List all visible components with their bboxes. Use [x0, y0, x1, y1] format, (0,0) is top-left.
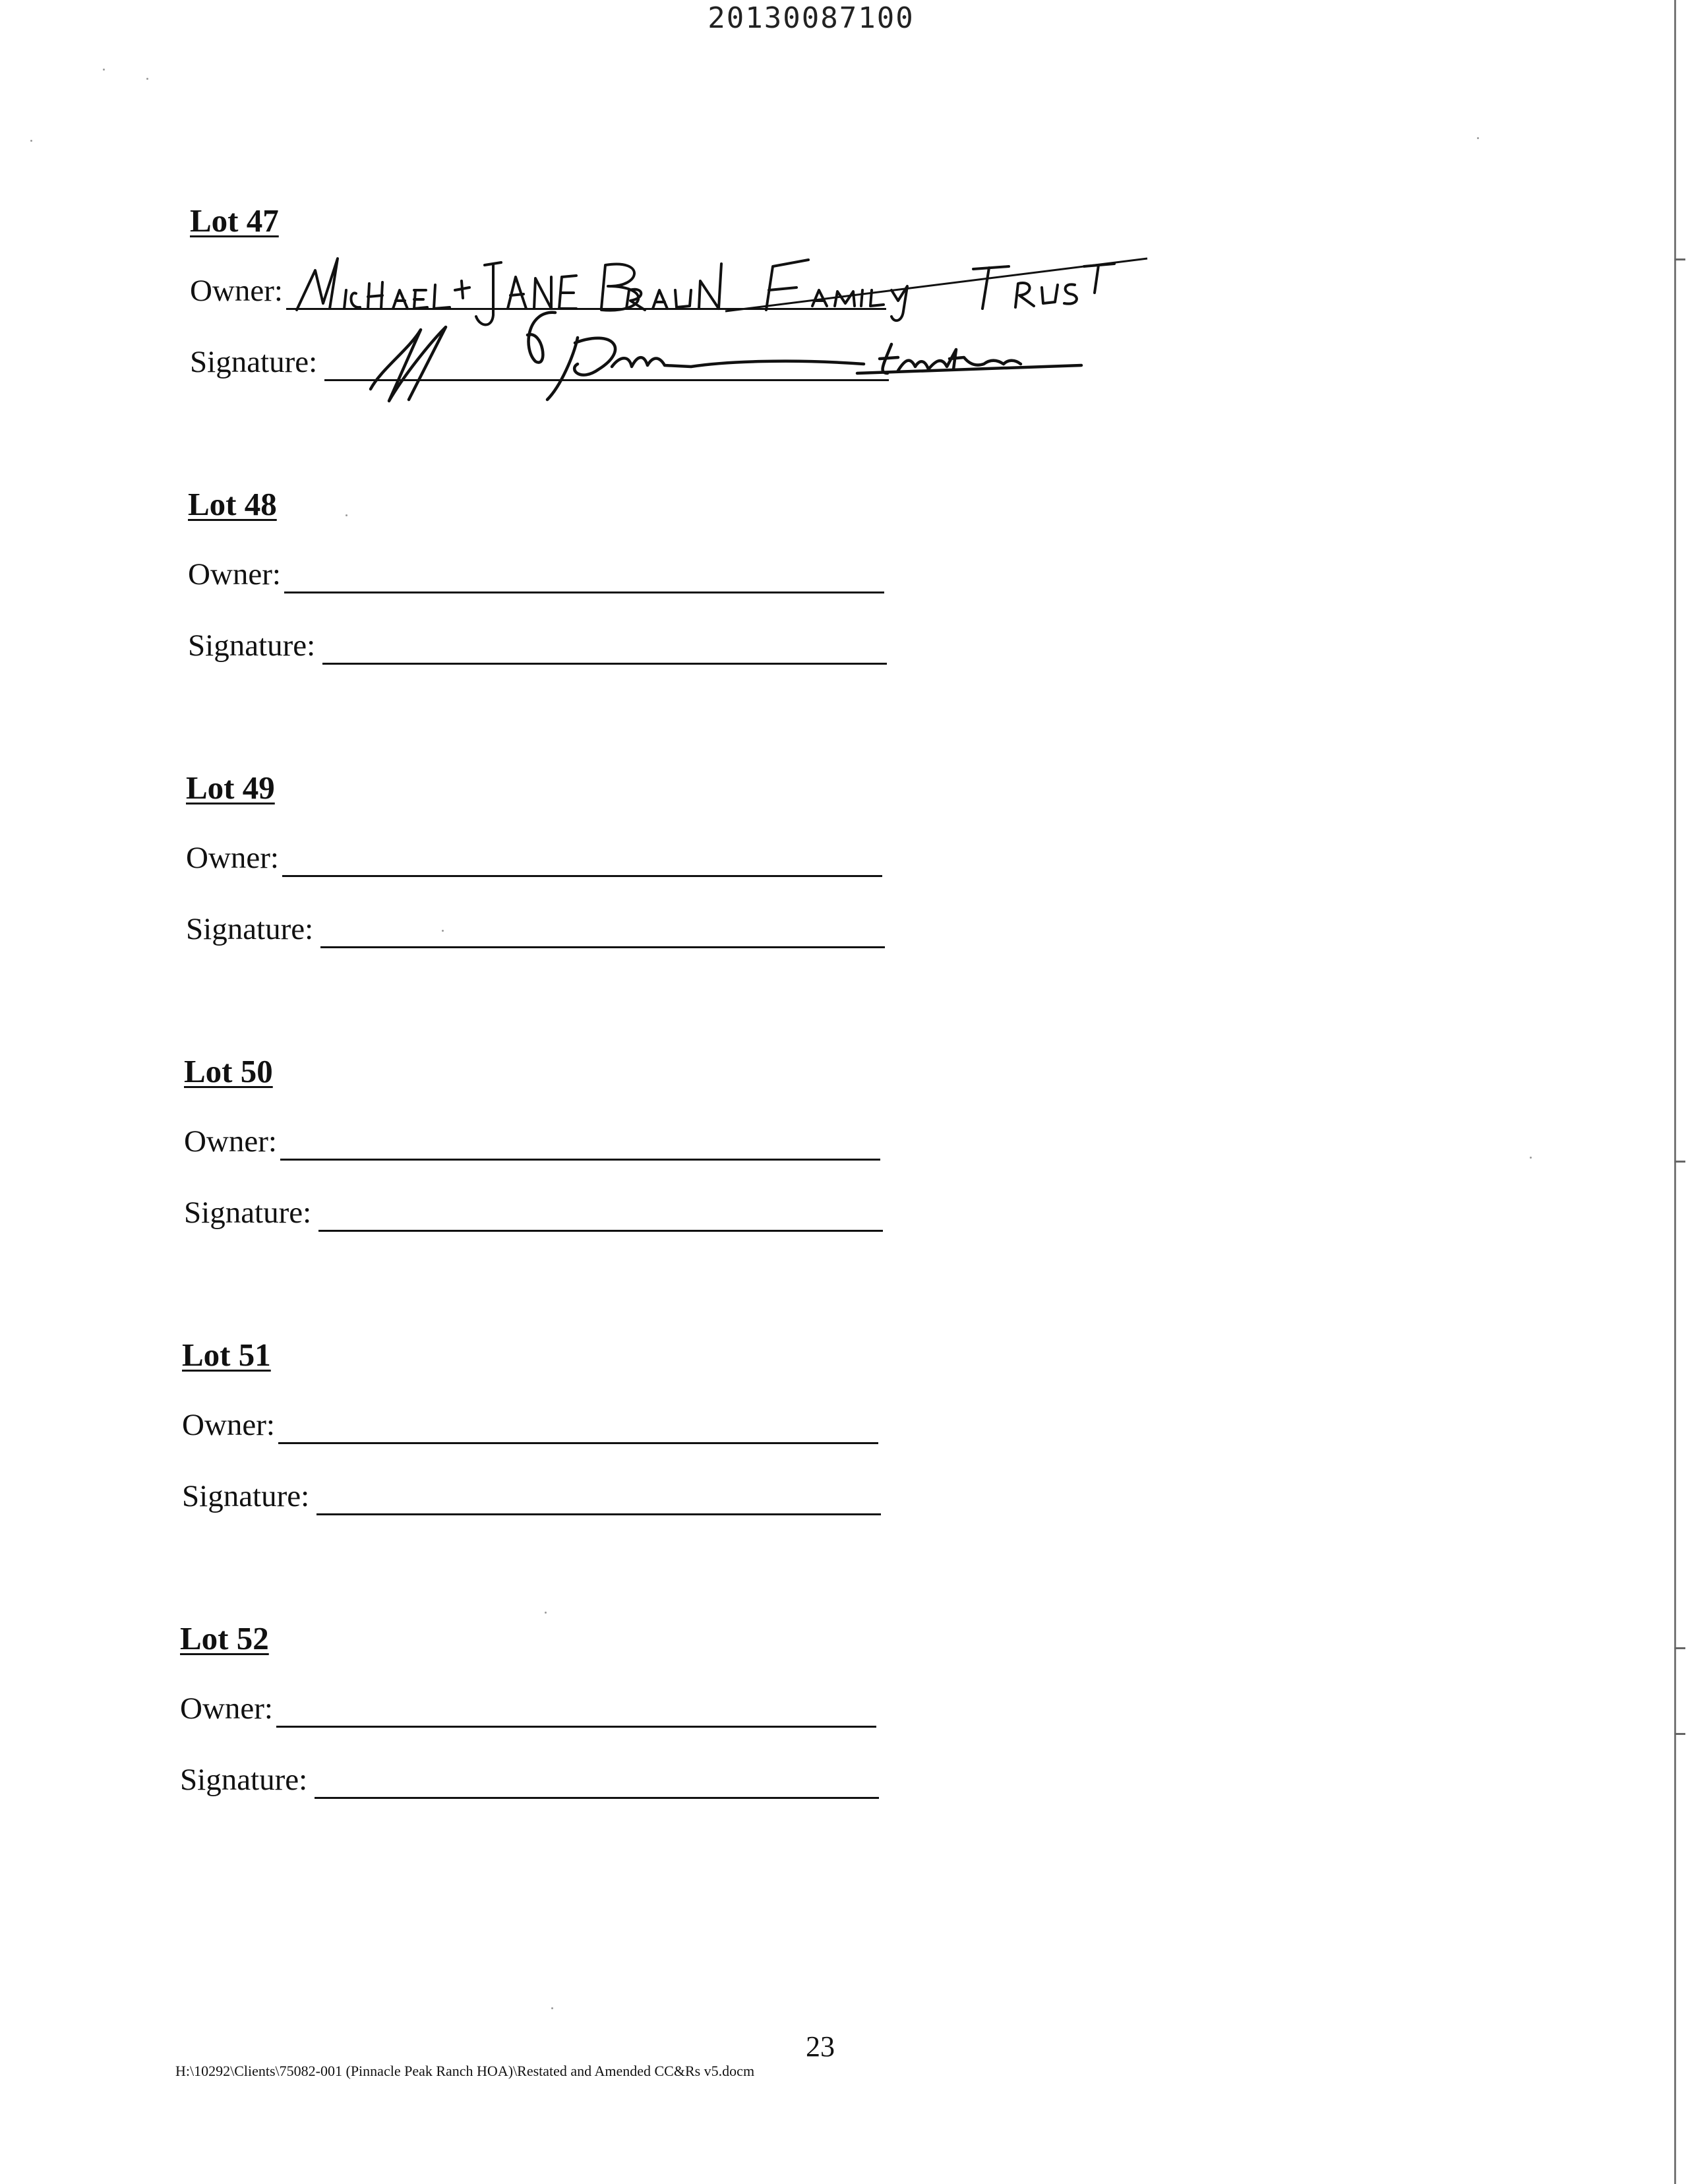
scan-speck: [1477, 137, 1479, 139]
scan-edge-tick: [1675, 1733, 1685, 1735]
scan-speck: [551, 2007, 553, 2009]
scan-speck: [442, 930, 444, 932]
owner-label: Owner:: [180, 1691, 273, 1726]
document-file-path: H:\10292\Clients\75082-001 (Pinnacle Peak Ranch HOA)\Restated and Amended CC&Rs v5.docm: [175, 2063, 755, 2079]
signature-label: Signature:: [190, 345, 318, 379]
signature-line: [318, 1230, 883, 1232]
signature-row: [188, 625, 1111, 665]
signature-row: [184, 1192, 1107, 1232]
owner-row: [188, 554, 1111, 593]
scan-edge-tick: [1675, 1161, 1685, 1163]
owner-label: Owner:: [184, 1124, 277, 1159]
signature-label: Signature:: [180, 1763, 308, 1797]
owner-label: Owner:: [182, 1408, 275, 1442]
signature-row: [182, 1476, 1105, 1515]
owner-line: [278, 1442, 878, 1444]
owner-line: [284, 592, 884, 593]
page-number: 23: [806, 2030, 835, 2063]
signature-label: Signature:: [182, 1479, 310, 1513]
scan-speck: [346, 514, 347, 516]
signature-label: Signature:: [188, 628, 316, 663]
owner-line: [282, 875, 882, 877]
signature-line: [322, 663, 887, 665]
owner-row: [180, 1688, 1103, 1728]
lot-title: Lot 48: [188, 486, 277, 522]
scan-speck: [146, 78, 148, 80]
owner-label: Owner:: [190, 274, 283, 308]
owner-row: [184, 1121, 1107, 1161]
recording-number: 20130087100: [708, 1, 915, 35]
scan-speck: [1530, 1157, 1532, 1159]
lot-title: Lot 50: [184, 1053, 273, 1089]
owner-row: [182, 1405, 1105, 1444]
signature-row: [186, 909, 1109, 948]
signature-row: [180, 1759, 1103, 1799]
lot-title: Lot 52: [180, 1620, 269, 1656]
owner-label: Owner:: [186, 841, 279, 875]
owner-line: [276, 1726, 876, 1728]
scan-speck: [545, 1612, 547, 1614]
scan-edge-tick: [1675, 1647, 1685, 1649]
lot-title: Lot 49: [186, 770, 275, 806]
signature-label: Signature:: [186, 912, 314, 946]
signature-line: [315, 1797, 879, 1799]
owner-label: Owner:: [188, 557, 281, 592]
signature-line: [316, 1513, 881, 1515]
owner-row: [186, 837, 1109, 877]
scan-speck: [103, 69, 105, 71]
scan-speck: [30, 140, 32, 142]
signature-label: Signature:: [184, 1196, 312, 1230]
signature-line: [320, 946, 885, 948]
handwritten-signature: [0, 0, 1688, 462]
owner-line: [280, 1159, 880, 1161]
lot-title: Lot 47: [190, 202, 279, 239]
lot-title: Lot 51: [182, 1337, 271, 1373]
